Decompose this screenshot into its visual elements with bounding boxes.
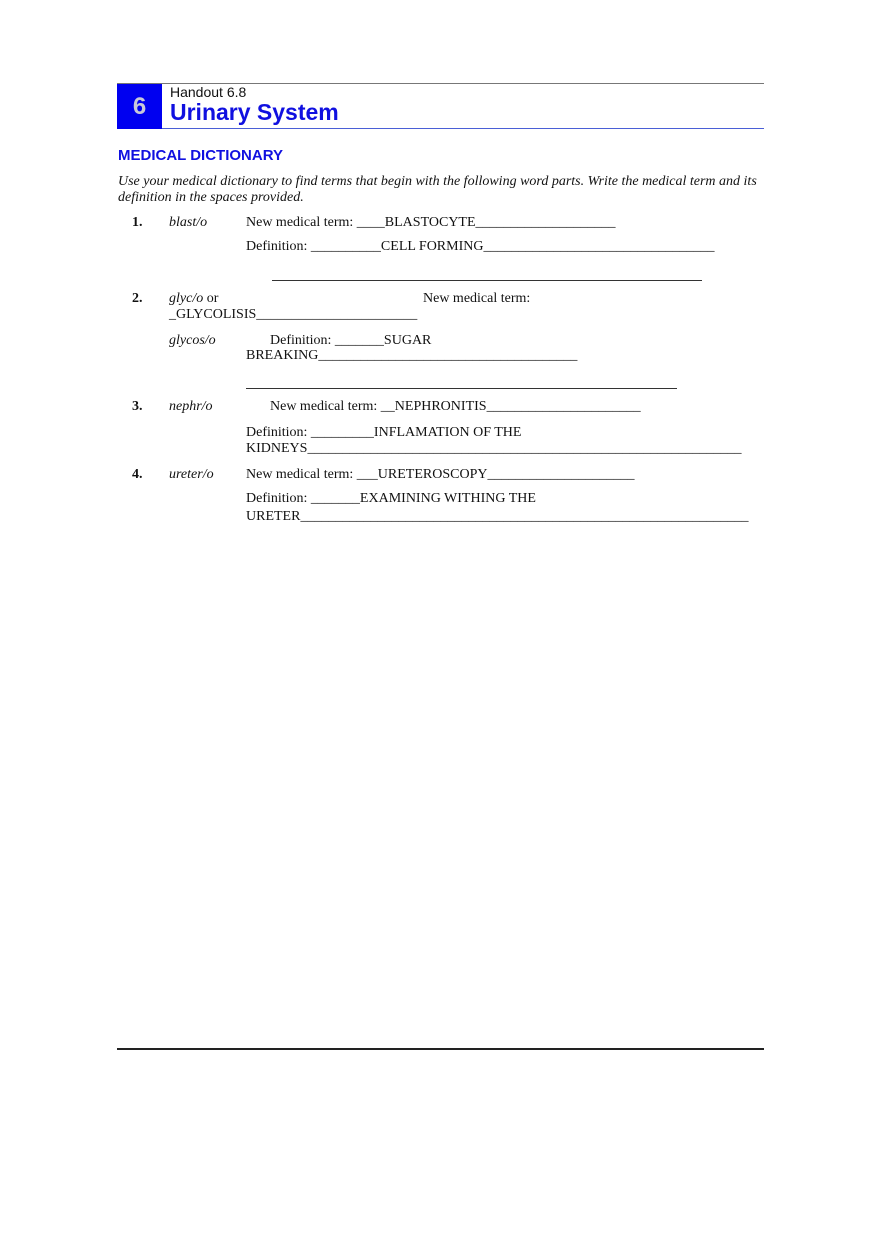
page-title: Urinary System <box>170 99 339 125</box>
definition-answer: Definition: __________CELL FORMING_________________________________ <box>246 239 715 254</box>
item-number: 4. <box>132 467 143 482</box>
header-bottom-rule <box>162 128 764 129</box>
item-number: 3. <box>132 399 143 414</box>
item-number: 1. <box>132 215 143 230</box>
term-answer: New medical term: ____BLASTOCYTE____________________ <box>246 215 616 230</box>
word-part: ureter/o <box>169 467 214 482</box>
word-part-joiner: or <box>203 291 219 306</box>
definition-answer: Definition: _______EXAMINING WITHING THE <box>246 491 536 506</box>
term-answer: New medical term: __NEPHRONITIS______________________ <box>270 399 641 414</box>
handout-label: Handout 6.8 <box>170 84 247 100</box>
definition-answer: Definition: _______SUGAR <box>270 333 432 348</box>
word-part: glyc/o <box>169 291 204 306</box>
definition-answer-cont: BREAKING_____________________________________ <box>246 348 578 363</box>
footer-rule <box>117 1048 764 1050</box>
term-label: New medical term: <box>423 291 531 306</box>
definition-answer-cont: URETER________________________________________________________________ <box>246 509 749 524</box>
definition-answer: Definition: _________INFLAMATION OF THE <box>246 425 522 440</box>
term-answer: _GLYCOLISIS_______________________ <box>169 307 418 322</box>
word-part: nephr/o <box>169 399 213 414</box>
answer-blank-line <box>272 280 702 281</box>
answer-blank-line <box>246 388 677 389</box>
definition-answer-cont: KIDNEYS______________________________________________________________ <box>246 441 742 456</box>
word-part: blast/o <box>169 215 208 230</box>
instructions: Use your medical dictionary to find terms that begin with the following word parts. Write the medical term and its definition in the spaces provided. <box>118 174 757 205</box>
item-number: 2. <box>132 291 143 306</box>
word-part-group <box>169 291 218 307</box>
chapter-number-badge: 6 <box>117 84 162 129</box>
section-heading: MEDICAL DICTIONARY <box>118 147 283 164</box>
term-answer: New medical term: ___URETEROSCOPY_____________________ <box>246 467 635 482</box>
word-part-alt: glycos/o <box>169 333 216 348</box>
